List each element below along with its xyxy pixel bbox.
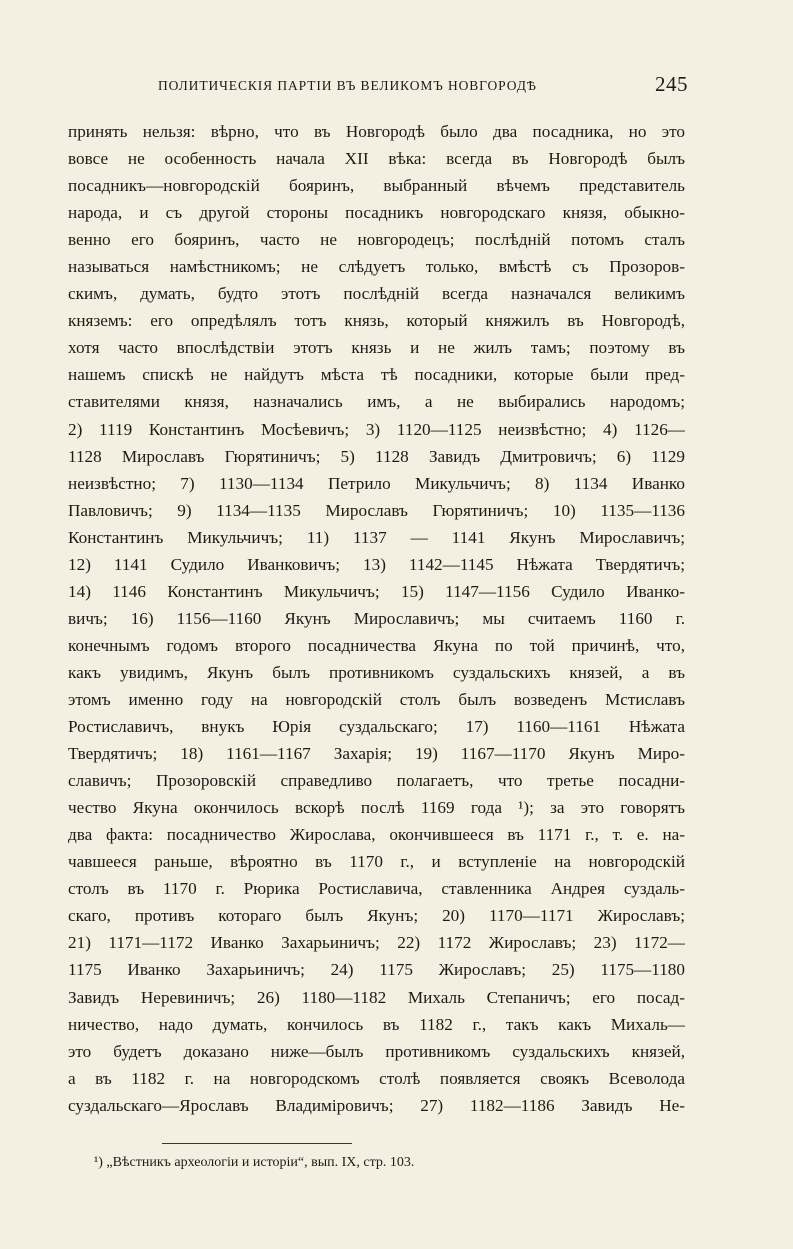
text-line: 2) 1119 Константинъ Мосѣевичъ; 3) 1120—1125 неизвѣстно; 4) 1126—: [68, 419, 685, 439]
text-line: Павловичъ; 9) 1134—1135 Мирославъ Гюрятиничъ; 10) 1135—1136: [68, 500, 685, 520]
footnote: ¹) „Вѣстникъ археологіи и исторіи“, вып. IX, стр. 103.: [94, 1154, 415, 1170]
text-line: 1128 Мирославъ Гюрятиничъ; 5) 1128 Завидъ Дмитровичъ; 6) 1129: [68, 446, 685, 466]
body-text: [68, 118, 685, 1119]
text-line: это будетъ доказано ниже—былъ противникомъ суздальскихъ князей,: [68, 1041, 685, 1061]
text-line: скаго, противъ котораго былъ Якунъ; 20) 1170—1171 Жирославъ;: [68, 906, 685, 926]
text-line: конечнымъ годомъ второго посадничества Якуна по той причинѣ, что,: [68, 635, 685, 655]
text-line: хотя часто впослѣдствіи этотъ князь и не жилъ тамъ; поэтому въ: [68, 338, 685, 358]
text-line: чавшееся раньше, вѣроятно въ 1170 г., и вступленіе на новгородскій: [68, 852, 685, 872]
text-line: ставителями князя, назначались имъ, а не выбирались народомъ;: [68, 392, 685, 412]
text-line: княземъ: его опредѣлялъ тотъ князь, который княжилъ въ Новгородѣ,: [68, 311, 685, 331]
text-line: Твердятичъ; 18) 1161—1167 Захарія; 19) 1167—1170 Якунъ Миро-: [68, 744, 685, 764]
text-line: славичъ; Прозоровскій справедливо полагаетъ, что третье посадни-: [68, 771, 685, 791]
text-line: а въ 1182 г. на новгородскомъ столѣ появляется своякъ Всеволода: [68, 1068, 685, 1088]
text-line: Завидъ Неревиничъ; 26) 1180—1182 Михаль Степаничъ; его посад-: [68, 987, 685, 1007]
text-line: 21) 1171—1172 Иванко Захарьиничъ; 22) 1172 Жирославъ; 23) 1172—: [68, 933, 685, 953]
text-line: принять нельзя: вѣрно, что въ Новгородѣ было два посадника, но это: [68, 122, 685, 141]
text-line: скимъ, думать, будто этотъ послѣдній всегда назначался великимъ: [68, 284, 685, 304]
footnote-divider: [162, 1143, 352, 1144]
text-line: суздальскаго—Ярославъ Владиміровичъ; 27) 1182—1186 Завидъ Не-: [68, 1095, 685, 1115]
text-line: 1175 Иванко Захарьиничъ; 24) 1175 Жирославъ; 25) 1175—1180: [68, 960, 685, 980]
text-line: посадникъ—новгородскій бояринъ, выбранный вѣчемъ представитель: [68, 176, 685, 196]
text-line: Константинъ Микульчичъ; 11) 1137 — 1141 Якунъ Мирославичъ;: [68, 527, 685, 547]
running-head: ПОЛИТИЧЕСКІЯ ПАРТІИ ВЪ ВЕЛИКОМЪ НОВГОРОДѢ: [158, 78, 537, 93]
text-line: народа, и съ другой стороны посадникъ новгородскаго князя, обыкно-: [68, 203, 685, 223]
text-line: 12) 1141 Судило Иванковичъ; 13) 1142—1145 Нѣжата Твердятичъ;: [68, 554, 685, 574]
text-line: Ростиславичъ, внукъ Юрія суздальскаго; 17) 1160—1161 Нѣжата: [68, 717, 685, 737]
text-line: ничество, надо думать, кончилось въ 1182 г., такъ какъ Михаль—: [68, 1014, 685, 1034]
text-line: чество Якуна окончилось вскорѣ послѣ 1169 года ¹); за это говорятъ: [68, 798, 685, 818]
text-line: столъ въ 1170 г. Рюрика Ростиславича, ставленника Андрея суздаль-: [68, 879, 685, 899]
text-line: вовсе не особенность начала XII вѣка: всегда въ Новгородѣ былъ: [68, 149, 685, 169]
text-line: нашемъ спискѣ не найдутъ мѣста тѣ посадники, которые были пред-: [68, 365, 685, 385]
text-line: венно его бояринъ, часто не новгородецъ; послѣдній потомъ сталъ: [68, 230, 685, 250]
page-number: 245: [655, 72, 688, 96]
page-header: [68, 72, 688, 102]
text-line: какъ увидимъ, Якунъ былъ противникомъ суздальскихъ князей, а въ: [68, 662, 685, 682]
text-line: называться намѣстникомъ; не слѣдуетъ только, вмѣстѣ съ Прозоров-: [68, 257, 685, 277]
text-line: два факта: посадничество Жирослава, окончившееся въ 1171 г., т. е. на-: [68, 825, 685, 845]
text-line: 14) 1146 Константинъ Микульчичъ; 15) 1147—1156 Судило Иванко-: [68, 581, 685, 601]
text-line: этомъ именно году на новгородскій столъ былъ возведенъ Мстиславъ: [68, 689, 685, 709]
text-line: вичъ; 16) 1156—1160 Якунъ Мирославичъ; мы считаемъ 1160 г.: [68, 608, 685, 628]
text-line: неизвѣстно; 7) 1130—1134 Петрило Микульчичъ; 8) 1134 Иванко: [68, 473, 685, 493]
